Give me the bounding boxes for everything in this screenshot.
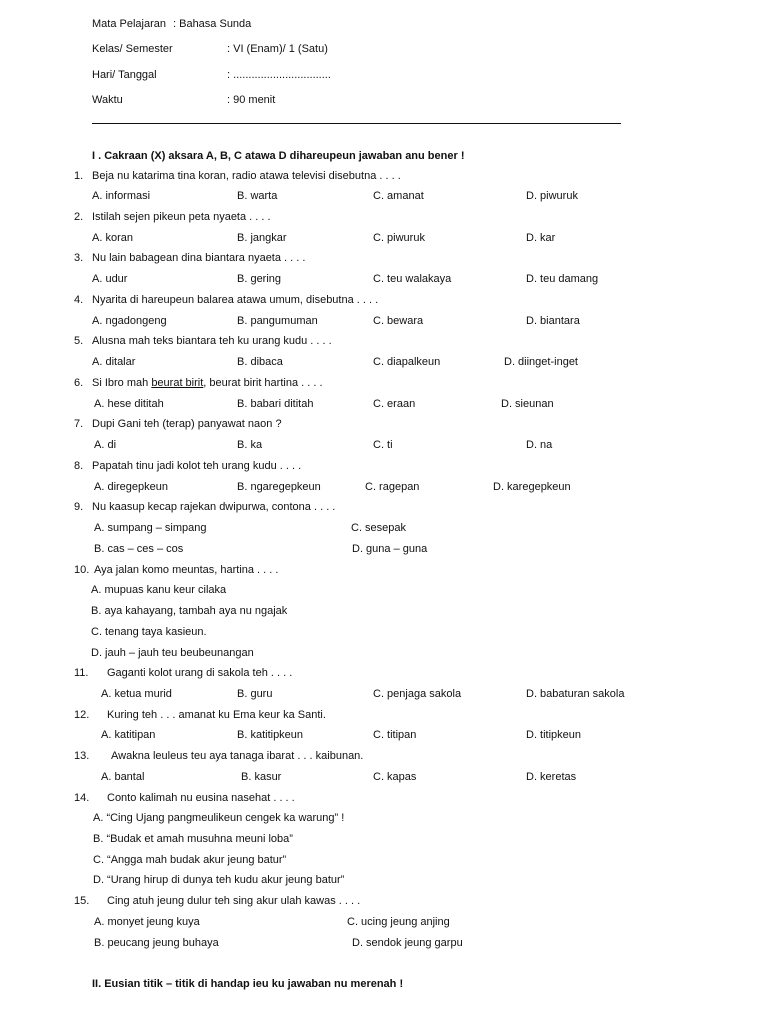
option-d: D. piwuruk <box>526 190 578 202</box>
header-divider <box>92 123 621 124</box>
option-d: D. diinget-inget <box>504 356 578 368</box>
question-text-pre: Si Ibro mah <box>92 377 152 389</box>
question-number: 13. <box>74 750 90 762</box>
option-d: D. na <box>526 439 553 451</box>
option-d: D. biantara <box>526 315 580 327</box>
option-b: B. “Budak et amah musuhna meuni loba” <box>93 833 293 845</box>
option-c: C. titipan <box>373 729 417 741</box>
question-number: 2. <box>74 211 84 223</box>
option-b: B. babari dititah <box>237 398 314 410</box>
question-number: 5. <box>74 335 84 347</box>
option-a: A. di <box>94 439 117 451</box>
option-a: A. bantal <box>101 771 145 783</box>
option-d: D. jauh – jauh teu beubeunangan <box>91 647 254 659</box>
date-value: : ................................ <box>227 69 331 81</box>
option-a: A. diregepkeun <box>94 481 168 493</box>
option-a: A. mupuas kanu keur cilaka <box>91 584 227 596</box>
option-a: A. informasi <box>92 190 151 202</box>
option-a: A. ketua murid <box>101 688 172 700</box>
option-b: B. ngaregepkeun <box>237 481 321 493</box>
option-c: C. tenang taya kasieun. <box>91 626 207 638</box>
option-d: D. teu damang <box>526 273 599 285</box>
option-a: A. udur <box>92 273 128 285</box>
option-c: C. ragepan <box>365 481 420 493</box>
question-number: 15. <box>74 895 90 907</box>
option-a: A. koran <box>92 232 133 244</box>
question-number: 6. <box>74 377 84 389</box>
option-d: D. keretas <box>526 771 577 783</box>
option-a: A. “Cing Ujang pangmeulikeun cengek ka warung” ! <box>93 812 345 824</box>
question-number: 1. <box>74 170 84 182</box>
option-b: B. dibaca <box>237 356 283 368</box>
question-number: 4. <box>74 294 84 306</box>
option-a: A. ditalar <box>92 356 136 368</box>
option-c: C. penjaga sakola <box>373 688 462 700</box>
option-a: A. katitipan <box>101 729 156 741</box>
subject-value: : Bahasa Sunda <box>173 18 252 30</box>
option-a: A. monyet jeung kuya <box>94 916 200 928</box>
question-text: Awakna leuleus teu aya tanaga ibarat . . . kaibunan. <box>111 750 364 762</box>
question-text: Aya jalan komo meuntas, hartina . . . . <box>94 564 279 576</box>
option-d: D. karegepkeun <box>493 481 571 493</box>
option-a: A. hese dititah <box>94 398 164 410</box>
question-number: 14. <box>74 792 90 804</box>
question-text: Cing atuh jeung dulur teh sing akur ulah kawas . . . . <box>107 895 361 907</box>
date-label: Hari/ Tanggal <box>92 69 157 81</box>
question-text: Dupi Gani teh (terap) panyawat naon ? <box>92 418 282 430</box>
option-c: C. amanat <box>373 190 424 202</box>
question-text: Beja nu katarima tina koran, radio atawa televisi disebutna . . . . <box>92 170 401 182</box>
option-b: B. gering <box>237 273 282 285</box>
time-label: Waktu <box>92 94 123 106</box>
option-b: B. jangkar <box>237 232 287 244</box>
question-number: 9. <box>74 501 84 513</box>
subject-label: Mata Pelajaran <box>92 18 166 30</box>
class-value: : VI (Enam)/ 1 (Satu) <box>227 43 328 55</box>
question-number: 3. <box>74 252 84 264</box>
option-d: D. kar <box>526 232 556 244</box>
question-text: Gaganti kolot urang di sakola teh . . . . <box>107 667 293 679</box>
question-text <box>92 376 323 390</box>
question-number: 12. <box>74 709 90 721</box>
class-label: Kelas/ Semester <box>92 43 173 55</box>
question-number: 8. <box>74 460 84 472</box>
option-b: B. ka <box>237 439 263 451</box>
question-text: Nyarita di hareupeun balarea atawa umum, disebutna . . . . <box>92 294 379 306</box>
question-text: Alusna mah teks biantara teh ku urang kudu . . . . <box>92 335 332 347</box>
option-d: D. sendok jeung garpu <box>352 937 463 949</box>
option-a: A. ngadongeng <box>92 315 167 327</box>
question-number: 7. <box>74 418 84 430</box>
option-c: C. eraan <box>373 398 416 410</box>
option-c: C. sesepak <box>351 522 407 534</box>
question-text: Istilah sejen pikeun peta nyaeta . . . . <box>92 211 271 223</box>
question-number: 11. <box>74 667 89 679</box>
option-d: D. titipkeun <box>526 729 582 741</box>
option-c: C. teu walakaya <box>373 273 452 285</box>
question-text: Conto kalimah nu eusina nasehat . . . . <box>107 792 295 804</box>
option-b: B. cas – ces – cos <box>94 543 184 555</box>
section-1-title: I . Cakraan (X) aksara A, B, C atawa D dihareupeun jawaban anu bener ! <box>92 150 465 162</box>
section-2-title: II. Eusian titik – titik di handap ieu ku jawaban nu merenah ! <box>92 978 404 990</box>
option-c: C. ucing jeung anjing <box>347 916 450 928</box>
question-text: Kuring teh . . . amanat ku Ema keur ka Santi. <box>107 709 326 721</box>
question-text-post: , beurat birit hartina . . . . <box>203 377 323 389</box>
question-number: 10. <box>74 564 90 576</box>
option-b: B. kasur <box>241 771 282 783</box>
option-d: D. “Urang hirup di dunya teh kudu akur jeung batur” <box>93 874 345 886</box>
question-text: Nu kaasup kecap rajekan dwipurwa, contona . . . . <box>92 501 336 513</box>
option-c: C. ti <box>373 439 393 451</box>
option-c: C. bewara <box>373 315 424 327</box>
option-c: C. kapas <box>373 771 417 783</box>
option-b: B. aya kahayang, tambah aya nu ngajak <box>91 605 288 617</box>
option-b: B. guru <box>237 688 273 700</box>
option-a: A. sumpang – simpang <box>94 522 207 534</box>
option-d: D. babaturan sakola <box>526 688 625 700</box>
option-c: C. piwuruk <box>373 232 425 244</box>
option-d: D. guna – guna <box>352 543 428 555</box>
option-b: B. pangumuman <box>237 315 318 327</box>
option-b: B. katitipkeun <box>237 729 304 741</box>
option-b: B. warta <box>237 190 278 202</box>
time-value: : 90 menit <box>227 94 276 106</box>
question-text: Papatah tinu jadi kolot teh urang kudu . . . . <box>92 460 302 472</box>
option-c: C. “Angga mah budak akur jeung batur” <box>93 854 287 866</box>
underlined-phrase: beurat birit <box>151 377 204 389</box>
option-d: D. sieunan <box>501 398 554 410</box>
option-c: C. diapalkeun <box>373 356 441 368</box>
option-b: B. peucang jeung buhaya <box>94 937 219 949</box>
question-text: Nu lain babagean dina biantara nyaeta . . . . <box>92 252 306 264</box>
